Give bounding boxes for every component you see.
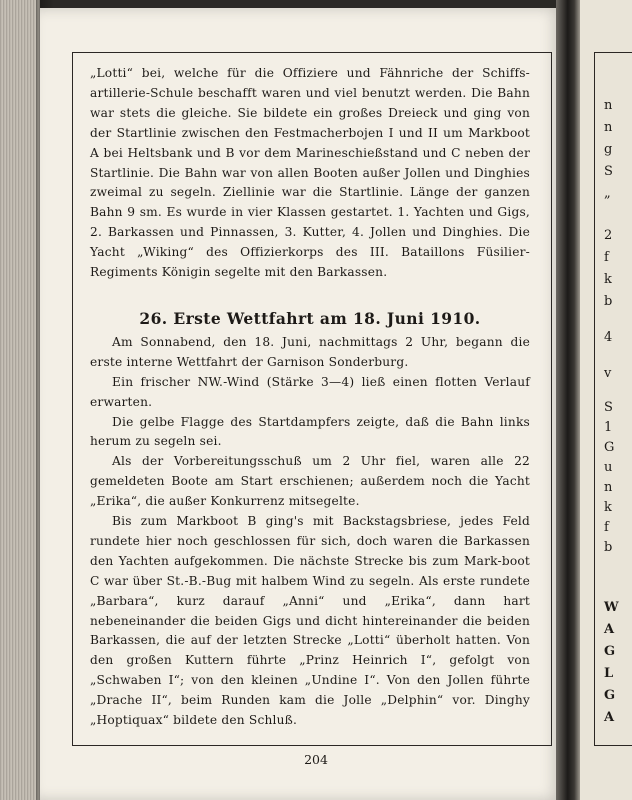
page-text xyxy=(90,64,530,731)
opposite-page-letter: 4 xyxy=(604,330,613,345)
opposite-page-letter: 2 xyxy=(604,228,613,243)
opposite-page-letter: „ xyxy=(604,186,611,201)
opposite-page-letter: G xyxy=(604,644,616,659)
opposite-page-letter: G xyxy=(604,440,615,455)
opposite-page-letter: f xyxy=(604,250,609,265)
opposite-page-frame xyxy=(594,52,632,746)
opposite-page-letter: W xyxy=(604,600,619,615)
opposite-page-letter: A xyxy=(604,622,615,637)
opposite-page-letter: A xyxy=(604,710,615,725)
paragraph: Als der Vorbereitungsschuß um 2 Uhr fiel, waren alle 22 gemeldeten Boote am Start erschienen; außerdem noch die Yacht „Erika“, die außer Konkurrenz mitsegelte. xyxy=(90,454,530,509)
opposite-page-letter: u xyxy=(604,460,613,475)
opposite-page-letter: v xyxy=(604,366,612,381)
opposite-page-letter: g xyxy=(604,142,613,157)
paragraph: Bis zum Markboot B ging's mit Backstagsbriese, jedes Feld rundete hier noch geschlossen für sich, doch waren die Barkassen den Yachten aufgekommen. Die nächste Strecke bis zum Mark-boot C war über St.-B.-Bug mit halbem Wind zu segeln. Als erste rundete „Barbara“, kurz darauf „Anni“ und „Erika“, dann hart nebeneinander die beiden Gigs und dicht hintereinander die beiden Barkassen, die auf der letzten Strecke „Lotti“ überholt hatten. Von den großen Kuttern führte „Prinz Heinrich I“, gefolgt von „Schwaben I“; von den kleinen „Undine I“. Von den Jollen führte „Drache II“, beim Runden kam die Jolle „Delphin“ vor. Dinghy „Hoptiquax“ bildete den Schluß. xyxy=(90,514,530,728)
opposite-page-letter: 1 xyxy=(604,420,613,435)
book-page-edges xyxy=(0,0,40,800)
opposite-page-letter: S xyxy=(604,164,613,179)
opposite-page-letter: k xyxy=(604,500,612,515)
paragraph: Die gelbe Flagge des Startdampfers zeigte, daß die Bahn links herum zu segeln sei. xyxy=(90,414,530,449)
page-number: 204 xyxy=(304,752,328,767)
paragraph-continued: „Lotti“ bei, welche für die Offiziere und Fähnriche der Schiffs-artillerie-Schule beschafft waren und viel benutzt werden. Die Bahn war stets die gleiche. Sie bildete ein großes Dreieck und ging von der Startlinie zwischen den Festmacherbojen I und II um Markboot A bei Heltsbank und B vor dem Marineschießstand und C neben der Startlinie. Die Bahn war von allen Booten außer Jollen und Dinghies zweimal zu segeln. Ziellinie war die Startlinie. Länge der ganzen Bahn 9 sm. Es wurde in vier Klassen gestartet. 1. Yachten und Gigs, 2. Barkassen und Pinnassen, 3. Kutter, 4. Jollen und Dinghies. Die Yacht „Wiking“ des Offizierkorps des III. Bataillons Füsilier-Regiments Königin segelte mit den Barkassen. xyxy=(90,66,530,280)
opposite-page-letter: n xyxy=(604,98,613,113)
opposite-page-letter: b xyxy=(604,294,613,309)
book-gutter xyxy=(556,0,582,800)
opposite-page-fragment xyxy=(580,0,632,800)
opposite-page-letter: S xyxy=(604,400,613,415)
opposite-page-letter: b xyxy=(604,540,613,555)
opposite-page-letter: n xyxy=(604,480,613,495)
paragraph: Ein frischer NW.-Wind (Stärke 3—4) ließ einen flotten Verlauf erwarten. xyxy=(90,374,530,409)
opposite-page-letter: L xyxy=(604,666,614,681)
opposite-page-letter: k xyxy=(604,272,612,287)
opposite-page-letter: n xyxy=(604,120,613,135)
paragraph: Am Sonnabend, den 18. Juni, nachmittags 2 Uhr, begann die erste interne Wettfahrt der Garnison Sonderburg. xyxy=(90,334,530,369)
opposite-page-letter: G xyxy=(604,688,616,703)
opposite-page-letter: f xyxy=(604,520,609,535)
section-heading: 26. Erste Wettfahrt am 18. Juni 1910. xyxy=(139,308,481,328)
